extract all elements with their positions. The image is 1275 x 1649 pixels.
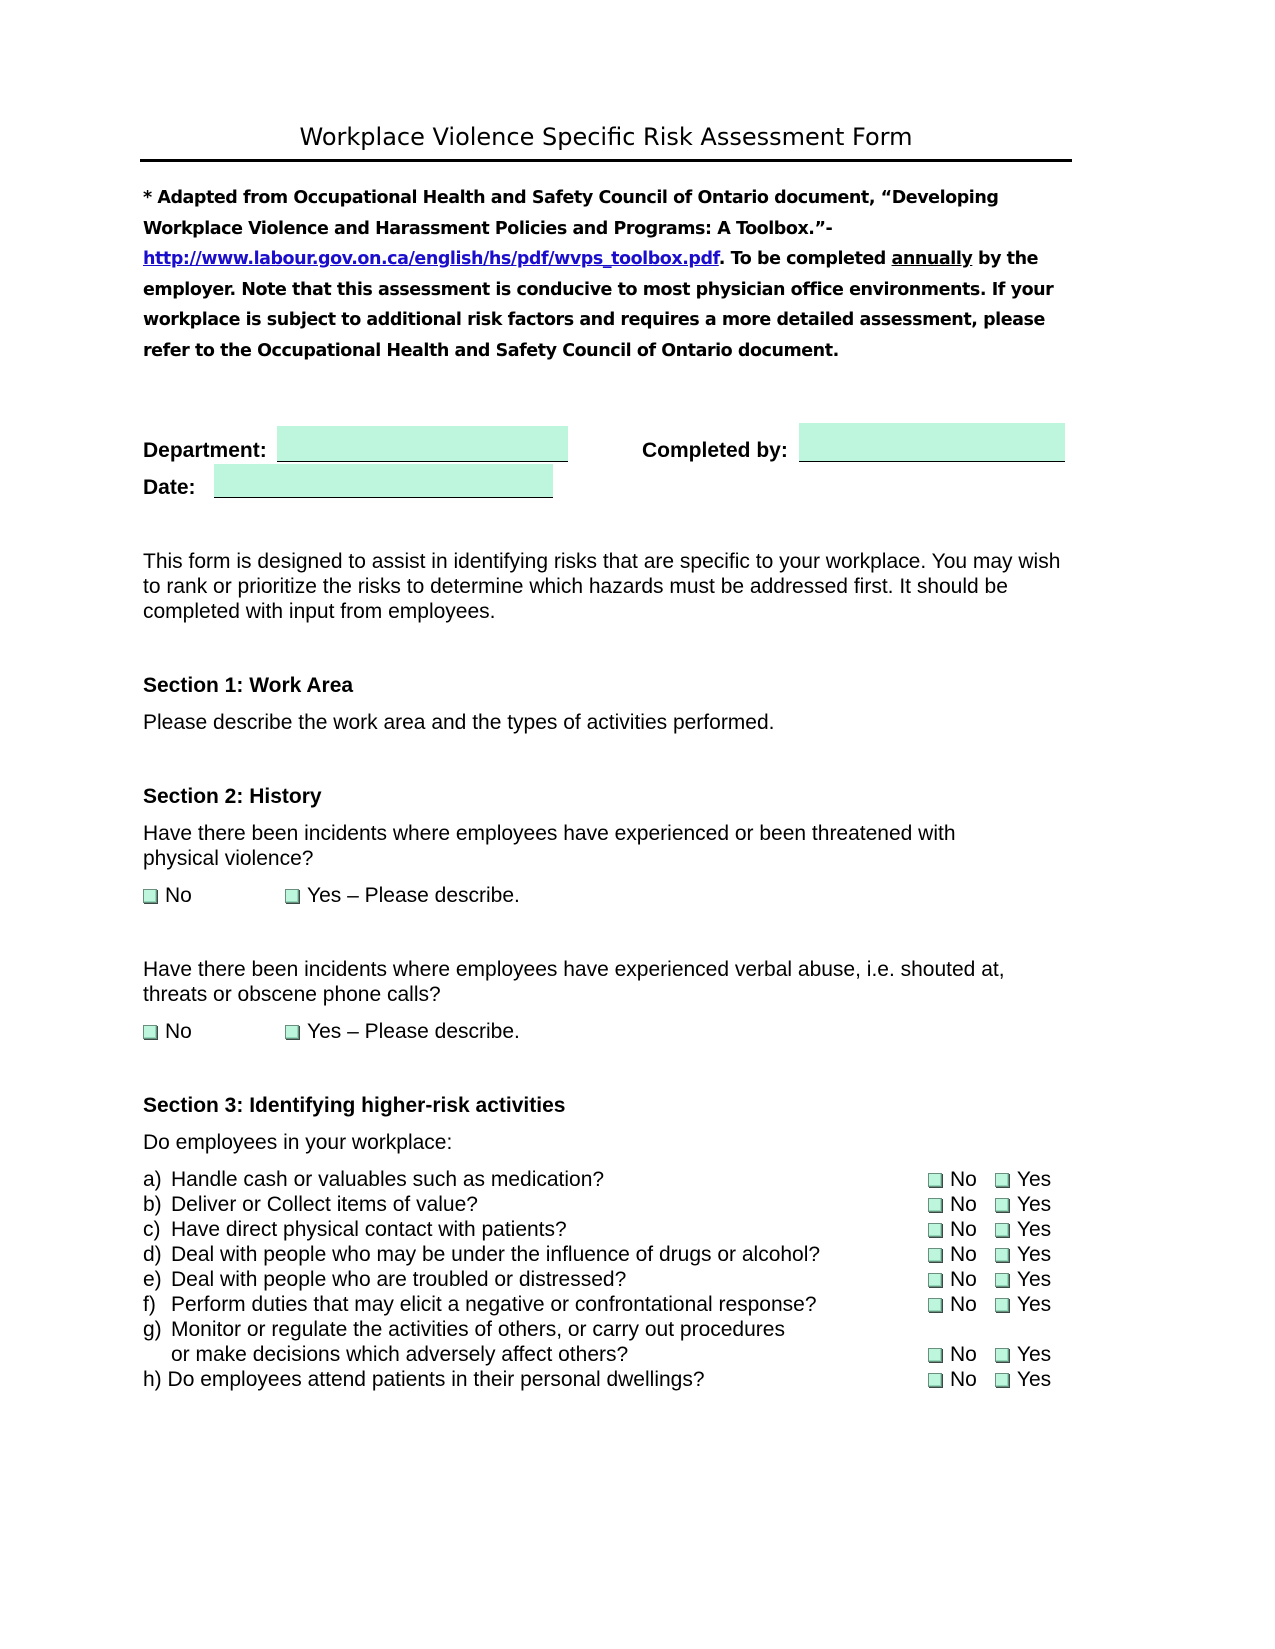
risk-h-yes[interactable]: Yes: [995, 1368, 1051, 1391]
checkbox-icon[interactable]: [995, 1198, 1009, 1212]
completed-by-field[interactable]: [799, 423, 1065, 461]
risk-a-no[interactable]: No: [928, 1168, 977, 1191]
risk-e-no[interactable]: No: [928, 1268, 977, 1291]
risk-item-d-options: [928, 1242, 1051, 1267]
intro-after-link: . To be completed: [718, 249, 892, 270]
toolbox-link[interactable]: http://www.labour.gov.on.ca/english/hs/pdf/wvps_toolbox.pdf: [143, 249, 719, 270]
department-underline: [277, 461, 568, 462]
checkbox-icon[interactable]: [995, 1173, 1009, 1187]
risk-f-yes[interactable]: Yes: [995, 1293, 1051, 1316]
risk-b-yes[interactable]: Yes: [995, 1193, 1051, 1216]
checkbox-icon[interactable]: [995, 1248, 1009, 1262]
risk-e-yes[interactable]: Yes: [995, 1268, 1051, 1291]
section-3-intro: Do employees in your workplace:: [143, 1131, 453, 1154]
risk-c-yes[interactable]: Yes: [995, 1218, 1051, 1241]
date-field[interactable]: [214, 464, 553, 497]
checkbox-icon[interactable]: [285, 889, 299, 903]
section-3-heading: Section 3: Identifying higher-risk activities: [143, 1094, 566, 1117]
risk-item-a: a) Handle cash or valuables such as medication?: [143, 1168, 605, 1191]
risk-g-no[interactable]: No: [928, 1343, 977, 1366]
risk-item-e-options: [928, 1267, 1051, 1292]
department-label: Department:: [143, 439, 267, 462]
risk-b-no[interactable]: No: [928, 1193, 977, 1216]
checkbox-icon[interactable]: [143, 1025, 157, 1039]
history-question-verbal: Have there been incidents where employees have experienced verbal abuse, i.e. shouted at, threats or obscene phone calls?: [143, 958, 1005, 1006]
risk-item-c-options: [928, 1217, 1051, 1242]
checkbox-icon[interactable]: [995, 1273, 1009, 1287]
risk-item-g: g) Monitor or regulate the activities of others, or carry out procedures: [143, 1318, 785, 1341]
section-1-prompt: Please describe the work area and the types of activities performed.: [143, 711, 775, 734]
risk-item-g-continued: or make decisions which adversely affect others?: [171, 1343, 629, 1366]
checkbox-icon[interactable]: [995, 1373, 1009, 1387]
risk-item-d: d) Deal with people who may be under the influence of drugs or alcohol?: [143, 1243, 821, 1266]
checkbox-icon[interactable]: [995, 1298, 1009, 1312]
checkbox-icon[interactable]: [928, 1373, 942, 1387]
verbal-no-option[interactable]: No: [143, 1019, 192, 1044]
page-title: Workplace Violence Specific Risk Assessment Form: [299, 123, 913, 151]
intro-suffix: by the employer. Note that this assessment is conducive to most physician office environments. If your workplace is subject to additional risk factors and requires a more detailed assessment, please refer to the Occupational Health and Safety Council of Ontario document.: [143, 249, 1054, 361]
risk-item-a-options: [928, 1167, 1051, 1192]
checkbox-icon[interactable]: [928, 1298, 942, 1312]
risk-item-b: b) Deliver or Collect items of value?: [143, 1193, 478, 1216]
date-underline: [214, 497, 553, 498]
risk-c-no[interactable]: No: [928, 1218, 977, 1241]
risk-item-c: c) Have direct physical contact with patients?: [143, 1218, 567, 1241]
checkbox-icon[interactable]: [995, 1223, 1009, 1237]
checkbox-icon[interactable]: [928, 1223, 942, 1237]
intro-underlined: annually: [891, 249, 973, 270]
risk-item-f: f) Perform duties that may elicit a negative or confrontational response?: [143, 1293, 817, 1316]
completed-by-underline: [799, 461, 1065, 462]
physical-no-option[interactable]: No: [143, 883, 192, 908]
risk-d-no[interactable]: No: [928, 1243, 977, 1266]
risk-item-g-options: [928, 1342, 1051, 1367]
risk-f-no[interactable]: No: [928, 1293, 977, 1316]
risk-item-h-options: [928, 1367, 1051, 1392]
risk-item-f-options: [928, 1292, 1051, 1317]
checkbox-icon[interactable]: [928, 1173, 942, 1187]
section-1-heading: Section 1: Work Area: [143, 674, 354, 697]
risk-a-yes[interactable]: Yes: [995, 1168, 1051, 1191]
department-field[interactable]: [277, 426, 568, 461]
checkbox-icon[interactable]: [928, 1273, 942, 1287]
verbal-yes-option[interactable]: Yes – Please describe.: [285, 1019, 520, 1044]
risk-item-h: h) Do employees attend patients in their personal dwellings?: [143, 1368, 705, 1391]
checkbox-icon[interactable]: [928, 1198, 942, 1212]
checkbox-icon[interactable]: [285, 1025, 299, 1039]
risk-h-no[interactable]: No: [928, 1368, 977, 1391]
intro-paragraph: [143, 183, 1075, 367]
checkbox-icon[interactable]: [928, 1348, 942, 1362]
section-2-heading: Section 2: History: [143, 785, 322, 808]
risk-d-yes[interactable]: Yes: [995, 1243, 1051, 1266]
physical-yes-option[interactable]: Yes – Please describe.: [285, 883, 520, 908]
intro-prefix: * Adapted from Occupational Health and Safety Council of Ontario document, “Developing Workplace Violence and Harassment Policies and Programs: A Toolbox.”-: [143, 188, 999, 239]
completed-by-label: Completed by:: [642, 439, 788, 462]
history-question-physical: Have there been incidents where employees have experienced or been threatened with physical violence?: [143, 822, 956, 870]
checkbox-icon[interactable]: [995, 1348, 1009, 1362]
date-label: Date:: [143, 476, 196, 499]
form-description: This form is designed to assist in identifying risks that are specific to your workplace. You may wish to rank or prioritize the risks to determine which hazards must be addressed first. It should be completed with input from employees.: [143, 550, 1061, 623]
checkbox-icon[interactable]: [143, 889, 157, 903]
title-divider: [140, 159, 1072, 162]
checkbox-icon[interactable]: [928, 1248, 942, 1262]
risk-item-e: e) Deal with people who are troubled or distressed?: [143, 1268, 627, 1291]
risk-g-yes[interactable]: Yes: [995, 1343, 1051, 1366]
risk-item-b-options: [928, 1192, 1051, 1217]
